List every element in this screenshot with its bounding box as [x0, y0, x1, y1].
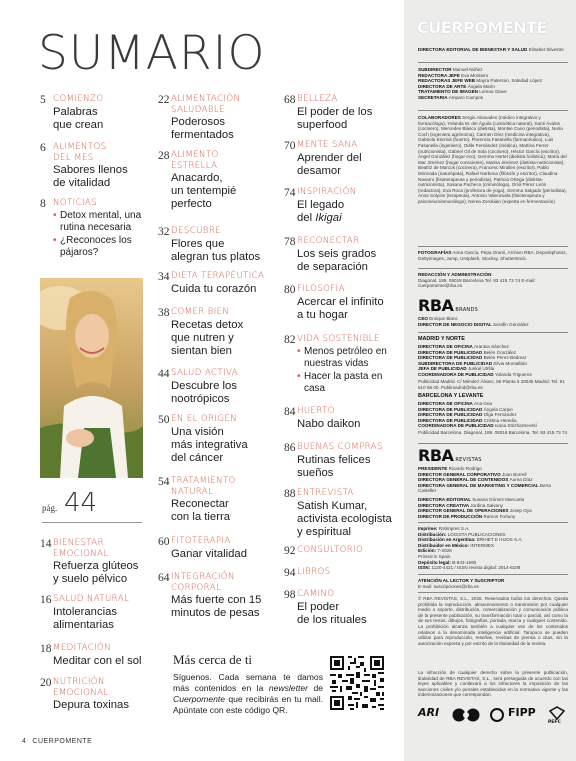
credit-role: PRESIDENTE — [418, 466, 449, 471]
credit-line — [418, 372, 568, 378]
section-label: SALUD ACTIVA — [171, 368, 239, 378]
credit-line — [418, 483, 568, 494]
barcelona-address: Publicidad Barcelona. Diagonal, 189. 08018 Barcelona. Tel. 93 415 73 74 — [418, 430, 568, 435]
featured-page-number: 44 — [64, 488, 98, 518]
credit-value: Cristina Heredia — [483, 417, 517, 423]
credit-value: Anna García, Pepa Orami, Archivo RBA, Depositphotos, Gettyimages, Jump, Unsplash, Stocksy, Shutterstock. — [418, 250, 567, 261]
credit-role: DIRECTORA DE PUBLICIDAD — [418, 412, 484, 418]
divider — [418, 522, 568, 523]
credit-role: DIRECTOR GENERAL CORPORATIVO — [418, 471, 502, 477]
page-number: 70 — [284, 140, 296, 152]
page-number: 98 — [284, 589, 296, 601]
section-label: FITOTERAPIA — [171, 536, 231, 546]
article-title: Una visión más integrativa del cáncer — [171, 425, 248, 464]
article-title: Reconectar con la tierra — [171, 498, 231, 523]
credit-role: Depósito legal: — [418, 559, 453, 565]
section-label: RECONECTAR — [297, 236, 360, 246]
article-title: Recetas detox que nutren y sientan bien — [171, 318, 244, 357]
credit-role: JEFA DE PUBLICIDAD — [418, 366, 468, 372]
credit-value: Yolanda Trigueros — [494, 371, 532, 377]
article-title: Sabores llenos de vitalidad — [53, 164, 128, 189]
page-number: 64 — [158, 572, 170, 584]
section-label: LIBROS — [297, 567, 331, 577]
section-label: FILOSOFÍA — [297, 284, 345, 294]
credit-role: FOTOGRAFÍAS — [418, 250, 452, 255]
logo-part: CUERPO — [417, 18, 488, 37]
news-bullet: • ¿Reconoces los pájaros? — [53, 235, 151, 259]
section-label: CONSULTORIO — [297, 545, 364, 555]
credit-value: Serafín González — [493, 321, 529, 327]
section-label: ALIMENTACIÓN SALUDABLE — [171, 94, 241, 115]
article-title: Aprender del desamor — [297, 151, 362, 177]
association-logos — [418, 706, 568, 726]
promo-heading: Más cerca de ti — [173, 652, 253, 667]
brand-mark: RBA — [418, 446, 454, 465]
credit-value: Sergio Abanades (médico integrativo y farmacólogo), Yolanda M. del Águila (cosmética natural), Santi Ávalos (cocinero), Mercedes Blasco (dietista), Montse Cano (periodista), Nuria Coch (ingeniera agrónoma), Carmen Díez (medicina integrativa), Gabriela Escrivà (huerto), Florencia Fasanella (farmacéutica), Luis Fasanella (ingeniero), Odile Fernández (médica), Martina Ferrer (nutricionista), Gabriel Gil de Sola (cocinero), Héctor García (escritor), Ángel González (hogar eco), Gemma Hortet (dietista holística), María del Mar Jiménez (hogar consciente), Marisa Jiménez (dietista-nutricionista), Beatriz de Marcos (cocinera), Francesc Miralles (escritor), Pablo Moncada (naturópata), Rafael Narbona (filósofo y escritor), Claudina Navarro (fisioterapeuta y periodista), Patricia Ortega (dietista-nutricionista), Susana Pacheco (criminóloga), Oriol Pérez León (redactora), Eva Roca (profesora de yoga), Gemma Salgado (periodista), Anna Solyom (terapeuta), Antonio Valenzuela (fisioterapeuta y psiconeuroinmunólogo), Nerea Zorokiain (experta en fermentación) — [418, 115, 567, 204]
article-title: El poder de los rituales — [297, 600, 367, 626]
credit-value: 7-2026 — [437, 548, 452, 554]
section-label: CAMINO — [297, 589, 335, 599]
credit-line — [418, 514, 568, 520]
page-number: 14 — [40, 538, 52, 550]
section-label: HUERTO — [297, 406, 335, 416]
section-label: NUTRICIÓN EMOCIONAL — [53, 677, 109, 698]
credit-role: COORDINADORA DE PUBLICIDAD — [418, 371, 495, 377]
legal-notice: La infracción de cualquier derecho sobre la presente publicación, titularidad de RBA REVISTAS, S.L., será perseguida de acuerdo con las leyes aplicables y conllevará a los infractores la imposición de las sanciones civiles y/o penales establecidas en la normativa vigente y las indemnizaciones que correspondan. — [418, 670, 568, 698]
promo-text-part: de — [308, 683, 323, 693]
credit-role: Distribución en Argentina: — [418, 537, 477, 543]
cover-photo-woman — [40, 278, 143, 478]
credit-role: DIRECTORA EDITORIAL — [418, 497, 473, 502]
section-label: NOTICIAS — [53, 198, 98, 208]
article-title: Rutinas felices sueños — [297, 453, 371, 479]
credit-role: COORDINADORA DE PUBLICIDAD — [418, 423, 495, 429]
article-title-emphasis: Ikigai — [315, 211, 342, 224]
madrid-staff — [418, 344, 568, 378]
credit-value: Elisabet Silvestre — [528, 47, 564, 52]
article-title: Acercar el infinito a tu hogar — [297, 295, 384, 321]
credit-line — [418, 565, 568, 571]
article-title: Ganar vitalidad — [171, 547, 247, 560]
divider — [418, 268, 568, 269]
credit-value: Belén González — [483, 349, 517, 355]
credit-line — [418, 95, 568, 101]
article-title: Cuida tu corazón — [171, 282, 257, 295]
credit-role: Edición: — [418, 548, 438, 554]
credit-value: Lorena Glave — [479, 89, 507, 95]
credit-value: Arantxa Sánchez — [473, 344, 509, 349]
page-number: 50 — [158, 414, 170, 426]
credit-role: ATENCIÓN AL LECTOR Y SUSCRIPTOR — [418, 578, 505, 583]
page-number: 80 — [284, 284, 296, 296]
credit-value: Ivana Strizhazsevski — [494, 423, 537, 429]
credit-value: 1130-4421 / ISSN revista digital: 2014-6108 — [431, 565, 521, 571]
credit-value: LOGISTA PUBLICACIONES — [447, 531, 506, 537]
rba-revistas-logo — [418, 446, 482, 465]
page-number: 92 — [284, 545, 296, 557]
page-number: 82 — [284, 334, 296, 346]
brand-sub: REVISTAS — [455, 457, 482, 463]
news-bullet: • Detox mental, una rutina necesaria — [53, 210, 151, 234]
brand-mark: RBA — [418, 296, 454, 315]
page-number: 32 — [158, 226, 170, 238]
printing-info — [418, 526, 568, 571]
credit-role: DIRECTOR DE PRODUCCIÓN — [418, 513, 484, 519]
credit-role: DIRECTOR DE NEGOCIO DIGITAL — [418, 321, 494, 327]
credit-role: DIRECTORA DE PUBLICIDAD — [418, 349, 484, 355]
credit-line — [418, 322, 568, 328]
credit-role: SUBDIRECTORA DE PUBLICIDAD — [418, 360, 494, 366]
fipp-logo: FIPP — [508, 706, 536, 719]
rba-revistas-staff — [418, 466, 568, 494]
section-label: BELLEZA — [297, 94, 338, 104]
credit-role: DIRECTOR GENERAL DE OPERACIONES — [418, 508, 510, 514]
administration — [418, 272, 568, 289]
credit-value: Mayra Paterson, Soledad López — [476, 78, 543, 84]
credit-value: Rotimpres S.A. — [438, 526, 470, 531]
section-label: MENTE SANA — [297, 140, 358, 150]
article-title: Refuerza glúteos y suelo pélvico — [53, 560, 139, 585]
editorial-director — [418, 47, 568, 53]
article-title: Poderosos fermentados — [171, 116, 234, 141]
credit-line — [418, 423, 568, 429]
credit-value: Ana Gea — [473, 401, 493, 406]
article-title: Descubre los nootrópicos — [171, 379, 237, 405]
credit-role: Distribución: — [418, 531, 448, 537]
credit-role: REDACTORAS JEFE WEB — [418, 78, 477, 84]
section-label: COMER BIEN — [171, 307, 230, 317]
credit-value: Joan Borrell — [501, 471, 527, 477]
photographers — [418, 250, 568, 261]
divider — [418, 332, 568, 333]
promo-text — [173, 672, 323, 716]
credit-role: SECRETARIA — [418, 94, 449, 100]
article-title: Anacardo, un tentempié perfecto — [171, 172, 237, 210]
section-label: VIDA SOSTENIBLE — [297, 334, 380, 344]
credit-line — [418, 47, 568, 53]
credit-value: Jordina Salvany — [470, 502, 503, 508]
promo-text-part: que recibirás en tu mail. Apúntate con este código QR. — [173, 694, 323, 715]
page-prefix: pág. — [42, 503, 58, 513]
page-number: 86 — [284, 442, 296, 454]
divider — [418, 592, 568, 593]
page-number: 60 — [158, 536, 170, 548]
credit-role: Distribuidor en México: — [418, 542, 471, 548]
article-title-text: El legado del — [297, 198, 345, 224]
circle-outline-logo — [490, 708, 504, 726]
page-number: 44 — [158, 368, 170, 380]
article-title: Meditar con el sol — [53, 654, 142, 667]
credit-role: COLABORADORES — [418, 115, 461, 120]
promo-text-emphasis: Cuerpomente — [173, 694, 226, 704]
credit-role: DIRECTORA CREATIVA — [418, 502, 471, 508]
section-label: ALIMENTO ESTRELLA — [171, 150, 219, 171]
copyright-notice: © RBA REVISTAS, S.L., 2026. Reservados todos los derechos. Queda prohibida la reproducción, almacenamiento o transmisión por cualquier medio o soporte, distribución, comercialización y comunicación pública de la presente publicación, su transformación total o parcial, así como la de sus textos, dibujos, fotografías, portada, marca y cualquier contenido. La prohibición alcanza también a cualquier uso de los contenidos relativos a la denominada inteligencia artificial. Tampoco se pueden utilizar para reproducción, reseñas, revistas de prensa o citas, sin la autorización expresa y por escrito de la titularidad de la revista. — [418, 596, 568, 646]
credit-role: DIRECTORA DE OFICINA — [418, 401, 474, 406]
credit-value: Amparo Campos — [448, 94, 484, 100]
page-number: 88 — [284, 488, 296, 500]
credit-value: Aurea Díaz — [509, 477, 533, 483]
credit-value: E-mail: suscripciones@rba.es — [418, 583, 479, 589]
credit-value: Ramon Fortuny — [483, 513, 516, 519]
credit-value: Printed in Spain — [418, 553, 451, 559]
section-label: SALUD NATURAL — [53, 594, 130, 604]
credit-role: SUBDIRECTOR — [418, 67, 453, 72]
credit-value: Susana Gómez Marcuela — [472, 497, 525, 502]
page-title: SUMARIO — [38, 26, 266, 81]
page-number: 38 — [158, 307, 170, 319]
article-title — [297, 199, 357, 225]
credit-value: Berta Castellet — [418, 482, 551, 494]
credit-value: Manuel Núñez — [452, 67, 483, 72]
brand-sub: BRANDS — [455, 307, 479, 313]
barcelona-staff — [418, 401, 568, 429]
credit-value: B-843-1990 — [452, 559, 477, 565]
page-number: 34 — [158, 271, 170, 283]
article-title: Más fuerte con 15 minutos de pesas — [171, 594, 262, 619]
credit-value: Silvia Montalbán — [493, 360, 528, 366]
collaborators — [418, 115, 568, 205]
section-label: DESCUBRE — [171, 226, 222, 236]
credit-role: REDACCIÓN Y ADMINISTRACIÓN — [418, 272, 492, 277]
page-number: 78 — [284, 236, 296, 248]
credit-role: DIRECTORA EDITORIAL DE BIENESTAR Y SALUD — [418, 47, 529, 52]
madrid-address: Publicidad Madrid. C/ Méndez Álvaro, 56 Planta 5 28045 Madrid. Tel. 91 510 66 00. Publimadrid@rba.es — [418, 379, 565, 390]
section-label: MEDITACIÓN — [53, 643, 112, 653]
divider — [418, 443, 568, 444]
credit-value: Eva Monteiro — [461, 72, 489, 78]
promo-text-emphasis: newsletter — [268, 683, 308, 693]
article-title: Intolerancias alimentarias — [53, 605, 118, 631]
region-heading: MADRID Y NORTE — [418, 336, 465, 342]
editorial-staff — [418, 67, 568, 101]
credit-role: DIRECTORA DE OFICINA — [418, 344, 474, 349]
credit-value: BRIHET E HIJOS S.A. — [476, 537, 523, 543]
credit-value: Belén Pérez-Bedmar — [483, 355, 527, 361]
credit-role: Imprime: — [418, 526, 439, 531]
region-heading: BARCELONA Y LEVANTE — [418, 393, 484, 399]
promo-text-part: Síguenos. Cada semana te damos más contenidos en la — [173, 672, 323, 693]
rba-brands-logo — [418, 296, 478, 315]
page-number: 22 — [158, 94, 170, 106]
credits-column — [404, 0, 576, 761]
page-number: 94 — [284, 567, 296, 579]
page-number: 5 — [40, 94, 46, 106]
credit-role: CEO — [418, 316, 430, 321]
rba-brands-staff — [418, 316, 568, 327]
divider — [42, 522, 142, 523]
section-label: TRATAMIENTO NATURAL — [171, 476, 236, 497]
page-number: 6 — [40, 142, 46, 154]
divider — [418, 110, 568, 111]
credit-role: DIRECTORA DE ARTE — [418, 83, 468, 89]
credit-value: Ángela Marín — [467, 83, 495, 89]
section-label: ALIMENTOS DEL MES — [53, 142, 107, 163]
credit-role: DIRECTORA GENERAL DE MARKETING Y COMERCIAL — [418, 482, 540, 488]
logo-part: MENTE — [487, 18, 547, 37]
page-number: 68 — [284, 94, 296, 106]
divider — [418, 246, 568, 247]
credit-role: DIRECTORA DE PUBLICIDAD — [418, 355, 484, 361]
article-title: Flores que alegran tus platos — [171, 237, 261, 263]
section-label: ENTREVISTA — [297, 488, 354, 498]
page-number: 84 — [284, 406, 296, 418]
rba-revistas-staff-2 — [418, 497, 568, 519]
credit-role: DIRECTORA GENERAL DE CONTENIDOS — [418, 477, 510, 483]
credit-value: Olga Fernández — [483, 412, 517, 418]
footer-page-number: 4 — [22, 738, 27, 745]
page-number: 18 — [40, 643, 52, 655]
article-title: Depura toxinas — [53, 699, 129, 711]
page-number: 8 — [40, 198, 46, 210]
section-label: DIETA TERAPÉUTICA — [171, 271, 265, 281]
credit-role: ISSN: — [418, 565, 432, 571]
subscriber-service — [418, 578, 568, 589]
section-label: COMIENZO — [53, 94, 104, 104]
credit-role: DIRECTORA DE PUBLICIDAD — [418, 406, 484, 412]
divider — [418, 62, 568, 63]
credit-value: Enrique Blanc — [429, 316, 458, 321]
credit-value: INTERMEX — [470, 542, 495, 548]
news-bullet: • Hacer la pasta en casa — [297, 371, 397, 395]
section-label: EN EL ORIGEN — [171, 414, 238, 424]
article-title: Palabras que crean — [53, 105, 104, 131]
page-footer — [22, 738, 92, 745]
section-label: INTEGRACIÓN CORPORAL — [171, 572, 235, 593]
qr-code[interactable] — [328, 654, 386, 712]
credit-value: Ángela Carpio — [483, 406, 513, 412]
divider — [418, 574, 568, 575]
credit-role: DIRECTORA DE PUBLICIDAD — [418, 417, 484, 423]
ari-logo: ARI — [418, 706, 440, 719]
pefc-label: PEFC — [548, 720, 561, 725]
credit-value: Diagonal, 189. 08018 Barcelona Tel. 93 415 73 74 E-mail: cuerpomente@rba.es — [418, 277, 536, 289]
section-label: BUENAS COMPRAS — [297, 442, 383, 452]
credit-value: Josep Oya — [509, 508, 532, 514]
page-number: 20 — [40, 677, 52, 689]
credit-role: REDACTORA JEFE — [418, 72, 462, 78]
cuerpomente-logo — [417, 18, 547, 37]
news-bullet: • Menos petróleo en nuestras vidas — [297, 346, 397, 370]
credit-value: Junkal Utrilla — [467, 366, 495, 372]
page-number: 28 — [158, 150, 170, 162]
footer-brand: CUERPOMENTE — [32, 738, 93, 745]
page-number: 16 — [40, 594, 52, 606]
section-label: INSPIRACIÓN — [297, 187, 357, 197]
article-title: El poder de los superfood — [297, 105, 373, 131]
page-number: 54 — [158, 476, 170, 488]
page-number: 74 — [284, 187, 296, 199]
circle-logo — [452, 708, 482, 726]
article-title: Los seis grados de separación — [297, 247, 377, 273]
article-title: Satish Kumar, activista ecologista y espiritual — [297, 499, 392, 538]
article-title: Nabo daikon — [297, 417, 361, 430]
credit-role: TRATAMIENTO DE IMAGEN — [418, 89, 480, 95]
section-label: BIENESTAR EMOCIONAL — [53, 538, 109, 559]
credit-value: Ricardo Rodrigo — [448, 466, 482, 471]
